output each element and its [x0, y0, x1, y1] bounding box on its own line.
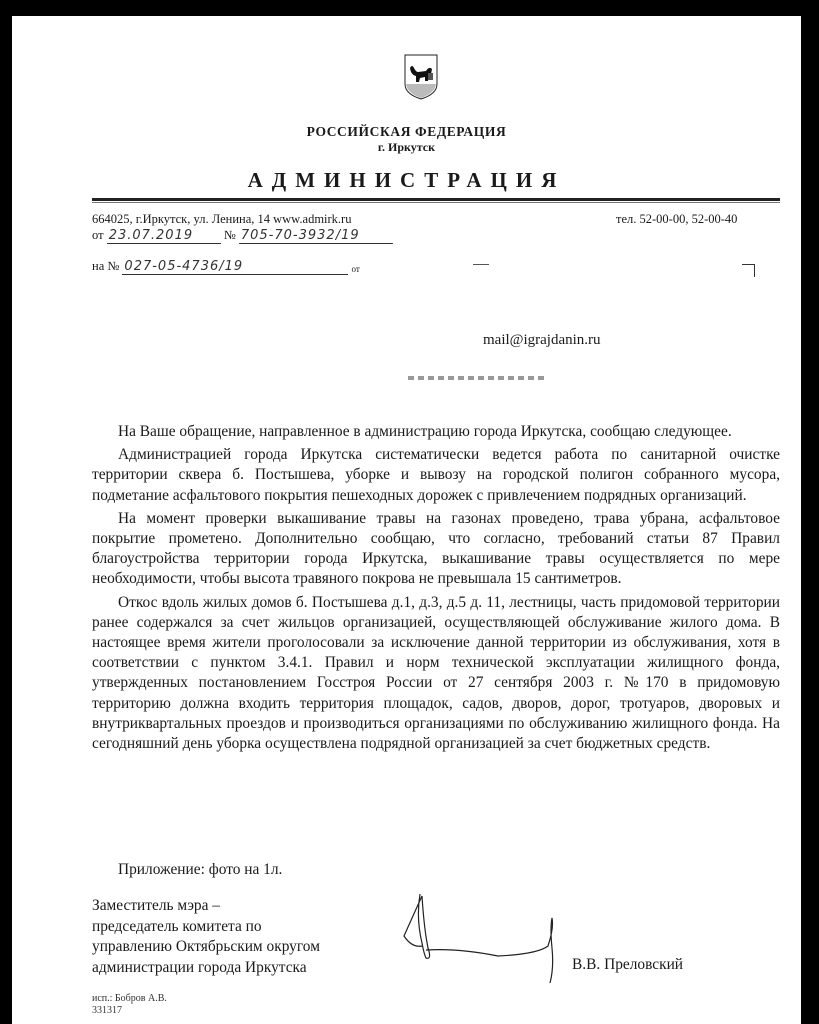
- country-name: РОССИЙСКАЯ ФЕДЕРАЦИЯ: [306, 124, 507, 139]
- letter-body: [92, 422, 780, 757]
- signatory-title-line: председатель комитета по: [92, 917, 262, 935]
- ot-label: от: [92, 228, 104, 242]
- address-block-corner: [742, 264, 755, 277]
- signatory-title-line: управлению Октябрьским округом: [92, 938, 320, 955]
- recipient-email: mail@igrajdanin.ru: [483, 332, 601, 348]
- outgoing-registration: [92, 228, 393, 244]
- signatory-title-line: администрации города Иркутска: [92, 958, 307, 976]
- signatory-title-line: Заместитель мэра –: [92, 897, 220, 914]
- executor-info: [92, 993, 167, 1017]
- irkutsk-coat-of-arms-icon: [404, 54, 438, 100]
- registration-date: 23.07.2019: [107, 228, 221, 244]
- organization-title: АДМИНИСТРАЦИЯ: [247, 168, 566, 192]
- reply-ot-label: от: [351, 264, 360, 274]
- redacted-recipient-name: [408, 376, 548, 380]
- registration-number: 705-70-3932/19: [239, 228, 393, 244]
- attachment-note: Приложение: фото на 1л.: [118, 861, 283, 878]
- reply-label: на №: [92, 259, 120, 273]
- address-line: 664025, г.Иркутск, ул. Ленина, 14 www.admirk.ru: [92, 212, 352, 226]
- address-block-mark: [473, 264, 489, 265]
- executor-name: исп.: Бобров А.В.: [92, 993, 167, 1004]
- header-rule-thin: [92, 202, 780, 203]
- phone-numbers: тел. 52-00-00, 52-00-40: [616, 212, 738, 226]
- handwritten-signature: [398, 888, 568, 983]
- signatory-title: [92, 896, 320, 978]
- city-name: г. Иркутск: [377, 140, 436, 154]
- body-paragraph: Администрацией города Иркутска систематически ведется работа по санитарной очистке территории сквера б. Постышева, уборке и вывозу на городской полигон собранного мусора, подметание асфальтового покрытия пешеходных дорожек с привлечением подрядных организаций.: [92, 446, 780, 504]
- header-rule: [92, 198, 780, 201]
- reply-number: 027-05-4736/19: [122, 259, 348, 275]
- body-paragraph: На момент проверки выкашивание травы на газонах проведено, трава убрана, асфальтовое покрытие прометено. Дополнительно сообщаю, что согласно, требований статьи 87 Правил благоустройства территории города Иркутска, выкашивание травы осуществляется по мере необходимости, чтобы высота травяного покрова не превышала 15 сантиметров.: [92, 509, 780, 588]
- signatory-name: В.В. Преловский: [572, 956, 684, 973]
- reply-reference: [92, 259, 360, 275]
- executor-phone: 331317: [92, 1005, 122, 1016]
- body-paragraph: Откос вдоль жилых домов б. Постышева д.1, д.3, д.5 д. 11, лестницы, часть придомовой территории ранее содержался за счет жильцов организацией, осуществляющей обслуживание жилого дома. В настоящее время жители проголосовали за исключение данной территории из обслуживания, хотя в соответствии с пунктом 3.4.1. Правил и норм технической эксплуатации жилищного фонда, утвержденных постановлением Госстроя России от 27 сентября 2003 г. №170 в придомовую территорию должна входить территория площадок, садов, дворов, дорог, тротуаров, дворовых и внутриквартальных проездов и производиться организациями по обслуживанию жилищного фонда. На сегодняшний день уборка осуществлена подрядной организацией за счет бюджетных средств.: [92, 593, 780, 753]
- number-label: №: [223, 228, 236, 242]
- letter-page: [12, 16, 801, 1024]
- body-paragraph: На Ваше обращение, направленное в администрацию города Иркутска, сообщаю следующее.: [118, 423, 732, 440]
